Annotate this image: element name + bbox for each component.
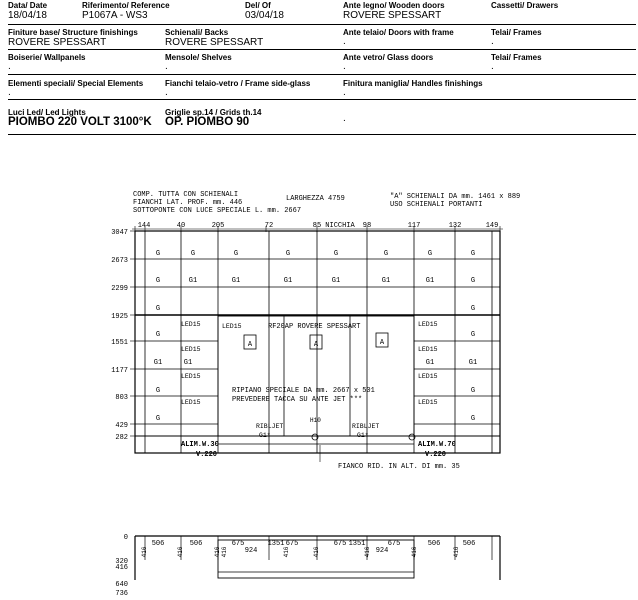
back-panel-label: A (379, 339, 385, 347)
side-dimension: 416 (411, 546, 418, 558)
back-panel-label: A (313, 341, 319, 349)
width-dimension: 149 (485, 222, 499, 230)
led-label: LED15 (181, 399, 201, 406)
led-label: LED15 (181, 321, 201, 328)
niche-label: NICCHIA (325, 222, 355, 230)
shelf-note: PREVEDERE TACCA SU ANTE JET *** (232, 396, 363, 404)
handles-label: Finitura maniglia/ Handles finishings (343, 79, 483, 88)
g-label: G (470, 250, 476, 258)
g-label: G (285, 250, 291, 258)
glass-doors-label: Ante vetro/ Glass doors (343, 53, 434, 62)
side-dimension: 416 (283, 546, 290, 558)
g1-label: G (470, 277, 476, 285)
led-label: LED15 (222, 323, 242, 330)
shelf-note: RIPIANO SPECIALE DA mm. 2667 x 501 (232, 387, 375, 395)
module-dimension: 1351 (348, 540, 366, 548)
g-label: G (383, 250, 389, 258)
side-dimension: 416 (221, 546, 228, 558)
v220-label: V.220 (196, 451, 218, 459)
g1-label: G1 (231, 277, 241, 285)
module-dimension: 506 (189, 540, 203, 548)
wallpanels-value: . (8, 61, 11, 72)
alim-label: ALIM.W.30 (181, 441, 219, 449)
width-dimension: 40 (176, 222, 186, 230)
side-g-label: G (470, 305, 476, 313)
frames-value-1: . (491, 36, 494, 47)
g1-label: G1 (283, 277, 293, 285)
doors-frame-value: . (343, 36, 346, 47)
side-g-label: G (155, 331, 161, 339)
module-dimension: 506 (151, 540, 165, 548)
structure-label: Finiture base/ Structure finishings (8, 28, 138, 37)
module-dimension: 506 (462, 540, 476, 548)
led-label: LED15 (418, 373, 438, 380)
height-dimension: 3047 (111, 229, 128, 237)
led-label: LED15 (418, 399, 438, 406)
of-value: 03/04/18 (245, 10, 284, 21)
special-elements-label: Elementi speciali/ Special Elements (8, 79, 144, 88)
height-dimension: 1925 (111, 313, 128, 321)
shelves-value: . (165, 61, 168, 72)
drawers-label: Cassetti/ Drawers (491, 1, 559, 10)
g1-label: G1 (425, 277, 435, 285)
led-label: LED15 (418, 346, 438, 353)
extra-value: . (343, 113, 346, 124)
special-elements-value: . (8, 87, 11, 98)
v220-label: V.220 (425, 451, 447, 459)
sub-dimension: 924 (244, 547, 258, 555)
led-lights-value: PIOMBO 220 VOLT 3100°K (8, 116, 152, 128)
height-dimension: 1177 (111, 367, 128, 375)
note-backs: "A" SCHIENALI DA mm. 1461 x 889 USO SCHIENALI PORTANTI (390, 193, 521, 209)
back-panel-label: A (247, 341, 253, 349)
frames-label-2: Telai/ Frames (491, 53, 542, 62)
g-label: G (427, 250, 433, 258)
module-dimension: 506 (427, 540, 441, 548)
glass-doors-value: . (343, 61, 346, 72)
riblet-label: RIBLJET (256, 423, 284, 430)
g1-label: G1 (188, 277, 198, 285)
side-dimension: 416 (453, 546, 460, 558)
flank-note: FIANCO RID. IN ALT. DI mm. 35 (338, 463, 460, 471)
g-label: G (333, 250, 339, 258)
handles-value: . (343, 87, 346, 98)
side-dimension: 416 (364, 546, 371, 558)
module-dimension: 675 (387, 540, 401, 548)
frames-label-1: Telai/ Frames (491, 28, 542, 37)
shelves-label: Mensole/ Shelves (165, 53, 232, 62)
backs-value: ROVERE SPESSART (165, 37, 264, 48)
date-value: 18/04/18 (8, 10, 47, 21)
side-dimension: 416 (214, 546, 221, 558)
reference-value: P1067A - WS3 (82, 10, 148, 21)
side-dimension: 416 (313, 546, 320, 558)
led-label: LED15 (181, 346, 201, 353)
h10-label: H10 (310, 417, 321, 424)
wooden-doors-label: Ante legno/ Wooden doors (343, 1, 445, 10)
grids-value: OP. PIOMBO 90 (165, 116, 250, 128)
height-dimension: 803 (115, 394, 128, 402)
bridge-note: RF20AP ROVERE SPESSART (268, 323, 361, 331)
module-dimension: 675 (285, 540, 299, 548)
height-dimension: 2299 (111, 285, 128, 293)
wooden-doors-value: ROVERE SPESSART (343, 10, 442, 21)
of-label: Del/ Of (245, 1, 271, 10)
sub-dimension: 924 (375, 547, 389, 555)
depth-dimension: 736 (115, 590, 128, 598)
width-dimension: 98 (362, 222, 372, 230)
side-g-label: G1 (153, 359, 163, 367)
riblet-label: RIBLJET (352, 423, 380, 430)
depth-dimension: 0 (123, 534, 128, 542)
module-dimension: 675 (231, 540, 245, 548)
width-dimension: 72 (264, 222, 274, 230)
g1-label: G1 (183, 359, 193, 367)
module-dimension: 1351 (267, 540, 285, 548)
side-g-label: G (470, 415, 476, 423)
depth-dimension: 320 (115, 558, 128, 566)
riblet-label: G1* (357, 432, 369, 439)
frame-side-glass-label: Fianchi telaio-vetro / Frame side-glass (165, 79, 311, 88)
reference-label: Riferimento/ Reference (82, 1, 170, 10)
side-g-label: G1 (468, 359, 478, 367)
wallpanels-label: Boiserie/ Wallpanels (8, 53, 86, 62)
frames-value-2: . (491, 61, 494, 72)
g-label: G (233, 250, 239, 258)
g1-label: G1 (425, 359, 435, 367)
g1-label: G (155, 277, 161, 285)
frame-side-glass-value: . (165, 87, 168, 98)
g-label: G (155, 250, 161, 258)
side-g-label: G (155, 387, 161, 395)
width-dimension: 205 (211, 222, 225, 230)
depth-dimension: 416 (115, 564, 128, 572)
note-width: LARGHEZZA 4759 (286, 195, 345, 203)
width-dimension: 85 (312, 222, 322, 230)
width-dimension: 144 (137, 222, 151, 230)
side-dimension: 416 (141, 546, 148, 558)
width-dimension: 117 (407, 222, 421, 230)
note-composition: COMP. TUTTA CON SCHIENALI FIANCHI LAT. PROF. mm. 446 SOTTOPONTE CON LUCE SPECIALE L. mm. 2667 (133, 191, 302, 215)
alim-label: ALIM.W.70 (418, 441, 456, 449)
g1-label: G1 (381, 277, 391, 285)
side-g-label: G (155, 305, 161, 313)
side-dimension: 416 (177, 546, 184, 558)
depth-dimension: 640 (115, 581, 128, 589)
g-label: G (190, 250, 196, 258)
g1-label: G1 (331, 277, 341, 285)
height-dimension: 282 (115, 434, 128, 442)
backs-label: Schienali/ Backs (165, 28, 229, 37)
side-g-label: G (155, 415, 161, 423)
module-dimension: 675 (333, 540, 347, 548)
riblet-label: G1* (259, 432, 271, 439)
date-label: Data/ Date (8, 1, 48, 10)
doors-frame-label: Ante telaio/ Doors with frame (343, 28, 454, 37)
led-label: LED15 (181, 373, 201, 380)
side-g-label: G (470, 387, 476, 395)
led-label: LED15 (418, 321, 438, 328)
side-g-label: G (470, 331, 476, 339)
height-dimension: 1551 (111, 339, 128, 347)
width-dimension: 132 (448, 222, 462, 230)
structure-value: ROVERE SPESSART (8, 37, 107, 48)
height-dimension: 429 (115, 422, 128, 430)
grids-label: Griglie sp.14 / Grids th.14 (165, 108, 262, 117)
height-dimension: 2673 (111, 257, 128, 265)
led-lights-label: Luci Led/ Led Lights (8, 108, 86, 117)
